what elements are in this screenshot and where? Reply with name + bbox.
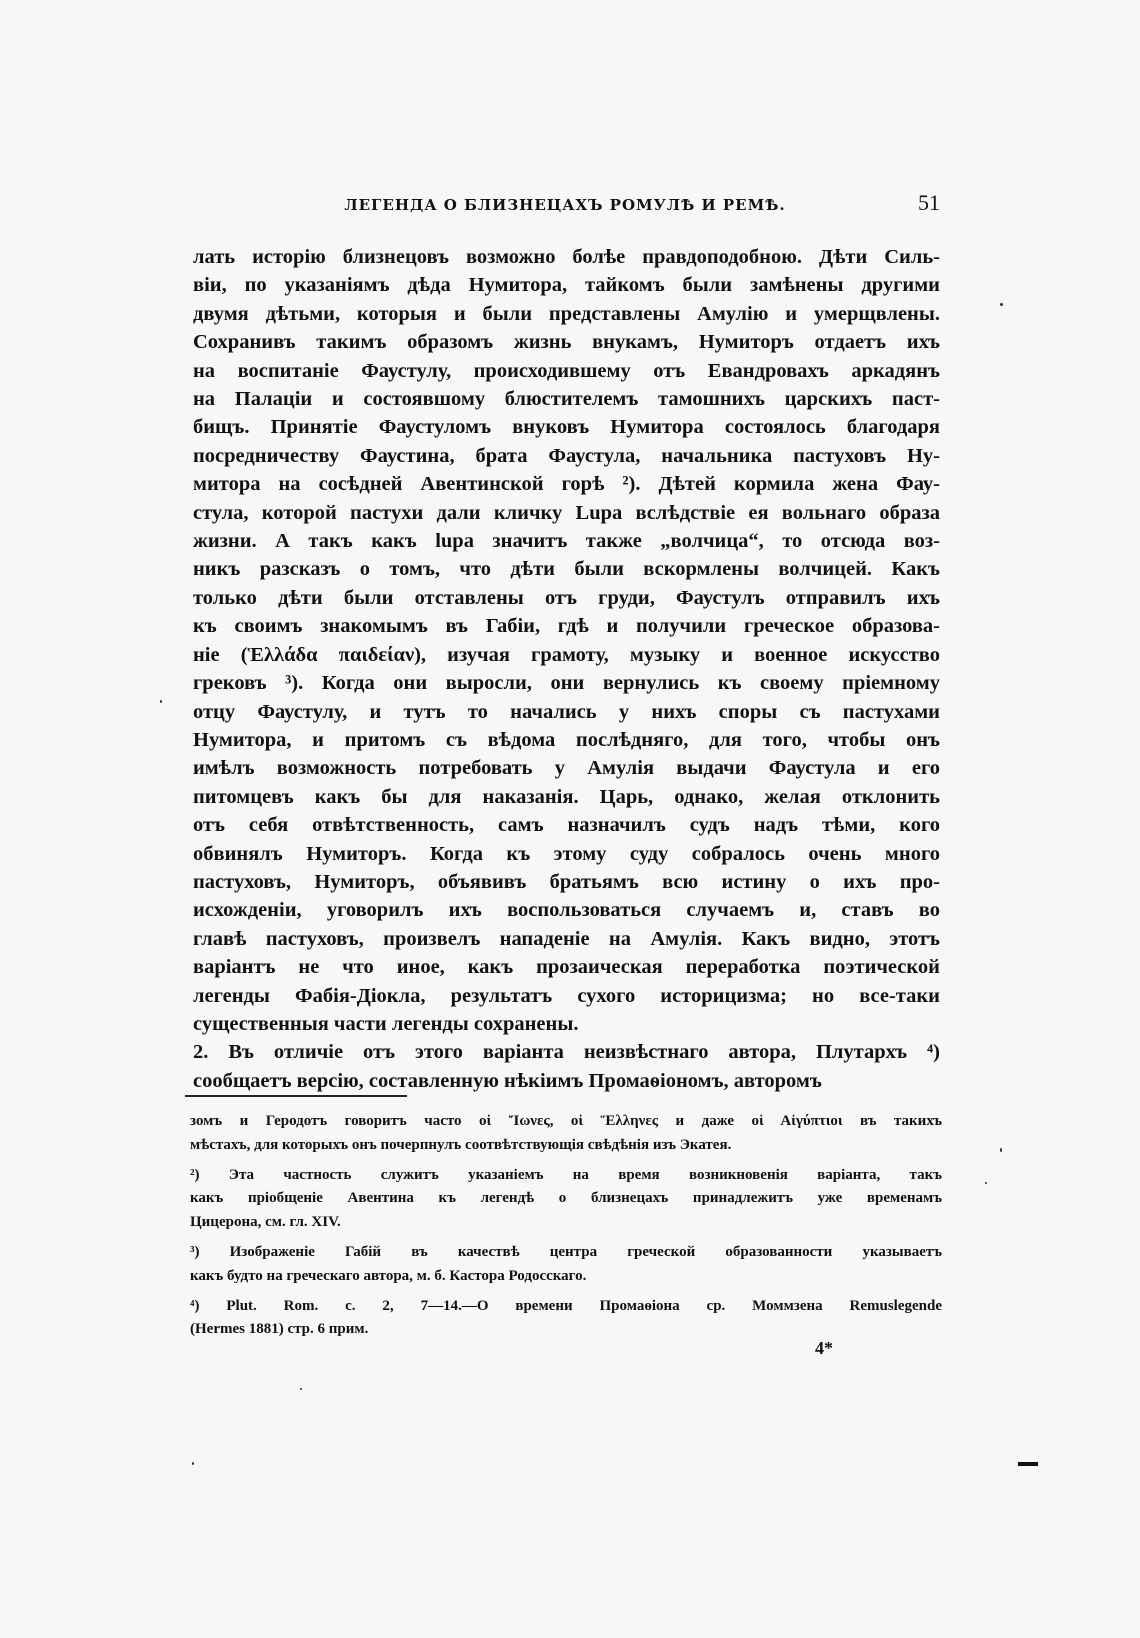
text-line: жизни. А такъ какъ lupa значитъ также „волчица“, то отсюда воз- (193, 530, 940, 553)
text-line: исхожденіи, уговорилъ ихъ воспользоваться случаемъ и, ставъ во (193, 899, 940, 922)
text-line: только дѣти были отставлены отъ груди, Фаустулъ отправилъ ихъ (193, 586, 940, 609)
text-line: обвинялъ Нумиторъ. Когда къ этому суду собралось очень много (193, 842, 940, 865)
scan-speck (1000, 303, 1003, 306)
scan-mark (1018, 1462, 1038, 1466)
footnote-line: ²) Эта частность служитъ указаніемъ на время возникновенія варіанта, такъ (190, 1166, 942, 1183)
text-line: имѣлъ возможность потребовать у Амулія выдачи Фаустула и его (193, 757, 940, 780)
scan-speck (160, 700, 162, 703)
text-line: никъ разсказъ о томъ, что дѣти были вскормлены волчицей. Какъ (193, 558, 940, 581)
page-number: 51 (918, 190, 940, 215)
main-text (193, 243, 940, 1095)
text-line: посредничеству Фаустина, брата Фаустула, начальника пастуховъ Ну- (193, 444, 940, 467)
text-line: Нумитора, и притомъ съ вѣдома послѣдняго, для того, чтобы онъ (193, 728, 940, 751)
text-line: отцу Фаустулу, и тутъ то начались у нихъ споры съ пастухами (193, 700, 940, 723)
text-line: легенды Фабія-Діокла, результатъ сухого историцизма; но все-таки (193, 984, 940, 1007)
text-line: стула, которой пастухи дали кличку Lupa вслѣдствіе ея вольнаго образа (193, 501, 940, 524)
running-title: ЛЕГЕНДА О БЛИЗНЕЦАХЪ РОМУЛѢ И РЕМѢ. (344, 196, 786, 214)
text-line: питомцевъ какъ бы для наказанія. Царь, однако, желая отклонить (193, 785, 940, 808)
page-header (190, 190, 940, 226)
footnote-line: (Hermes 1881) стр. 6 прим. (190, 1321, 369, 1338)
text-line: пастуховъ, Нумиторъ, объявивъ братьямъ всю истину о ихъ про- (193, 870, 940, 893)
text-line: лать исторію близнецовъ возможно болѣе правдоподобною. Дѣти Силь- (193, 246, 940, 268)
footnote-line: какъ пріобщеніе Авентина къ легендѣ о близнецахъ принадлежитъ уже временамъ (190, 1190, 942, 1207)
scan-speck (300, 1388, 302, 1390)
text-line: ніе (Ἑλλάδα παιδείαν), изучая грамоту, музыку и военное искусство (193, 643, 940, 666)
text-line: къ своимъ знакомымъ въ Габіи, гдѣ и получили греческое образова- (193, 615, 940, 638)
footnotes (190, 1110, 942, 1342)
scan-speck (985, 1182, 987, 1184)
text-line: главѣ пастуховъ, произвелъ нападеніе на Амулія. Какъ видно, этотъ (193, 927, 940, 950)
text-line: отъ себя отвѣтственность, самъ назначилъ судъ надъ тѣми, кого (193, 814, 940, 837)
footnote-line: какъ будто на греческаго автора, м. б. Кастора Родосскаго. (190, 1267, 587, 1284)
text-line: на Палаціи и состоявшому блюстителемъ тамошнихъ царскихъ паст- (193, 388, 940, 411)
footnote-line: мѣстахъ, для которыхъ онъ почерпнулъ соотвѣтствующія свѣдѣнія изъ Экатея. (190, 1136, 732, 1153)
footnote-line: ⁴) Plut. Rom. c. 2, 7—14.—О времени Промаѳіона ср. Моммзена Remuslegende (190, 1297, 942, 1314)
text-line: Сохранивъ такимъ образомъ жизнь внукамъ, Нумиторъ отдаетъ ихъ (193, 331, 940, 354)
scan-speck (192, 1462, 194, 1465)
footnote-line: ³) Изображеніе Габій въ качествѣ центра греческой образованности указываетъ (190, 1243, 942, 1260)
text-line: варіантъ не что иное, какъ прозаическая переработка поэтической (193, 956, 940, 979)
signature-mark: 4* (815, 1338, 833, 1358)
scan-speck (1000, 1148, 1002, 1152)
text-line: віи, по указаніямъ дѣда Нумитора, тайкомъ были замѣнены другими (193, 274, 940, 297)
text-line: грековъ ³). Когда они выросли, они вернулись къ своему пріемному (193, 672, 940, 695)
footnote-line: Цицерона, см. гл. XIV. (190, 1214, 341, 1231)
text-line: бищъ. Принятіе Фаустуломъ внуковъ Нумитора состоялось благодаря (193, 416, 940, 439)
text-line: 2. Въ отличіе отъ этого варіанта неизвѣстнаго автора, Плутархъ ⁴) (193, 1041, 940, 1064)
footnote-divider (185, 1095, 407, 1097)
text-line: существенныя части легенды сохранены. (193, 1012, 579, 1035)
text-line: сообщаетъ версію, составленную нѣкіимъ Промаѳіономъ, авторомъ (193, 1069, 822, 1092)
text-line: двумя дѣтьми, которыя и были представлены Амулію и умерщвлены. (193, 302, 940, 325)
text-line: митора на сосѣдней Авентинской горѣ ²). Дѣтей кормила жена Фау- (193, 473, 940, 496)
text-line: на воспитаніе Фаустулу, происходившему отъ Евандровахъ аркадянъ (193, 359, 940, 382)
footnote-line: зомъ и Геродотъ говоритъ часто οἱ Ἴωνες, οἱ Ἕλληνες и даже οἱ Αἰγύπτιοι въ такихъ (190, 1113, 942, 1129)
